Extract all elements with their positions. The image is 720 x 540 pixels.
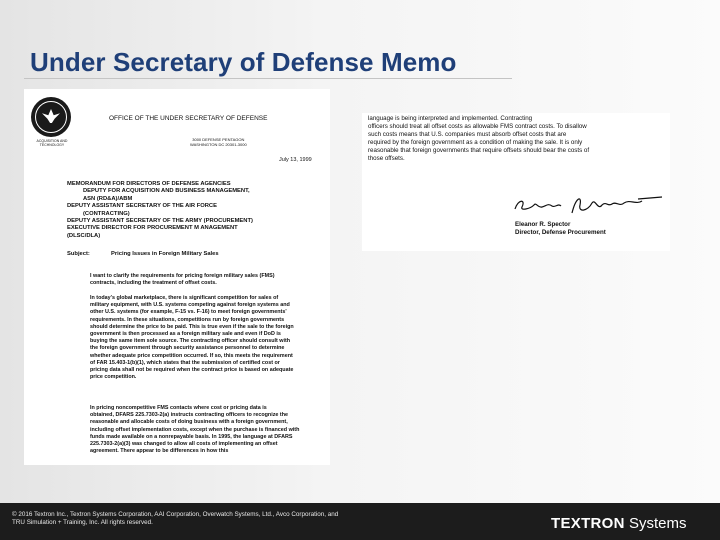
subject-label: Subject: [67, 251, 90, 257]
title-divider [24, 78, 512, 79]
subject-text: Pricing Issues in Foreign Military Sales [111, 251, 219, 257]
text-line: In today's global marketplace, there is significant competition for sales of [90, 295, 279, 301]
text-line: those offsets. [368, 155, 405, 162]
memo-page-1 [24, 89, 330, 465]
memo-address [190, 137, 247, 147]
text-line: funds made available on a nonrepayable basis. In 1995, the language at DFARS [90, 433, 293, 440]
signer-name: Eleanor R. Spector [515, 221, 571, 228]
memo-office: OFFICE OF THE UNDER SECRETARY OF DEFENSE [109, 115, 268, 122]
addressee-line: DEPUTY ASSISTANT SECRETARY OF THE AIR FORCE [67, 203, 217, 210]
text-line: 225.7303-2(a)(3) was changed to allow all costs of implementing an offset [90, 441, 278, 448]
text-line: reasonable and allocable costs of doing business with a foreign government, [90, 419, 288, 426]
footer-bar [0, 503, 720, 540]
memo-addressees [67, 181, 253, 240]
logo-word-systems: Systems [628, 515, 687, 532]
address-line: 3000 DEFENSE PENTAGON [192, 137, 245, 142]
handwritten-signature-icon [512, 191, 670, 221]
text-line: whether adequate price competition occurred. If so, this meets the requirement [90, 352, 293, 359]
text-line: pricing data shall not be required when the contract price is based on adequate [90, 367, 294, 374]
seal-caption [30, 139, 74, 147]
text-line: reasonable that foreign governments that require offsets should bear the costs of [368, 147, 590, 154]
memo-date: July 13, 1999 [279, 157, 312, 163]
copyright-notice: © 2016 Textron Inc., Textron Systems Corporation, AAI Corporation, Overwatch Systems, Ltd., Avco Corporation, and TRU Simulation + Training, Inc. All rights reserved. [12, 511, 339, 527]
memo-paragraph-2 [90, 295, 324, 381]
text-line: other U.S. systems (for example, F-15 vs. F-16) to meet foreign governments' [90, 309, 287, 316]
text-line: such costs means that U.S. companies must absorb offset costs that are [368, 131, 567, 138]
signature-block [515, 221, 606, 237]
slide-title: Under Secretary of Defense Memo [30, 47, 457, 77]
memo-subject [67, 251, 219, 257]
addressee-line: MEMORANDUM FOR DIRECTORS OF DEFENSE AGENCIES [67, 181, 231, 187]
text-line: requirements. In these situations, competitions run by foreign governments [90, 316, 285, 323]
text-line: price competition. [90, 374, 137, 381]
text-line: language is being interpreted and implemented. Contracting [368, 115, 533, 122]
addressee-line: EXECUTIVE DIRECTOR FOR PROCUREMENT M ANAGEMENT [67, 225, 238, 232]
text-line: the foreign government through security assistance personnel to determine [90, 345, 285, 352]
memo-paragraph-1 [90, 273, 324, 287]
memo-continued-text [368, 115, 589, 163]
addressee-line: DEPUTY ASSISTANT SECRETARY OF THE ARMY (PROCUREMENT) [67, 218, 253, 225]
text-line: of FAR 15.403-1(b)(1), which states that the submission of certified cost or [90, 359, 280, 366]
text-line: In pricing noncompetitive FMS contacts where cost or pricing data is [90, 405, 267, 411]
text-line: including offset implementation costs, except when the purchase is financed with [90, 426, 300, 433]
text-line: military equipment, with U.S. systems competing against foreign systems and [90, 302, 290, 309]
textron-systems-logo [551, 515, 686, 532]
addressee-line: (DLSC/DLA) [67, 232, 101, 239]
text-line: required by the foreign government as a condition of making the sale. It is only [368, 139, 583, 146]
text-line: officers should treat all offset costs as allowable FMS contract costs. To disallow [368, 123, 587, 130]
text-line: buying the same item sole source. The contracting officer should consult with [90, 338, 291, 345]
text-line: agreement. There appear to be differences in how this [90, 448, 229, 455]
memo-page-2 [362, 113, 670, 251]
memo-paragraph-3 [90, 405, 324, 455]
text-line: contracts, including the treatment of offset costs. [90, 280, 217, 287]
addressee-line: DEPUTY FOR ACQUISITION AND BUSINESS MANAGEMENT, [83, 188, 250, 195]
dod-seal-icon [31, 97, 71, 137]
address-line: WASHINGTON DC 20301-3000 [190, 142, 247, 147]
seal-caption-line: ACQUISITION AND [36, 139, 68, 143]
addressee-line: (CONTRACTING) [83, 210, 130, 217]
text-line: obtained, DFARS 225.7303-2(a) instructs contracting officers to recognize the [90, 412, 289, 419]
text-line: should determine the price to be paid. This is true even if the sale to the foreign [90, 323, 294, 330]
seal-caption-line: TECHNOLOGY [39, 143, 65, 147]
text-line: I want to clarify the requirements for pricing foreign military sales (FMS) [90, 273, 275, 279]
addressee-line: ASN (RD&A)/ABM [83, 195, 133, 202]
logo-word-textron: TEXTRON [551, 515, 625, 532]
text-line: government is then processed as a foreign military sale and even if DoD is [90, 331, 281, 338]
signer-title: Director, Defense Procurement [515, 229, 606, 236]
